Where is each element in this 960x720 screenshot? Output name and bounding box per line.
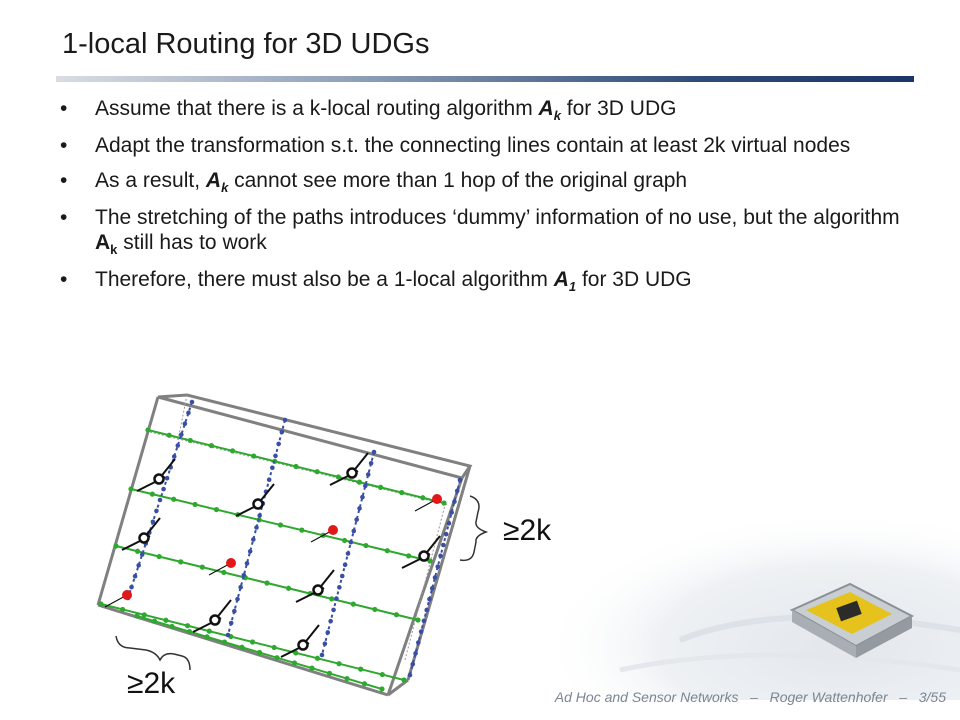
virtual-node-green [250, 639, 255, 644]
bullet-text: Therefore, there must also be a 1-local algorithm [95, 268, 554, 291]
sensor-node-photo [560, 520, 960, 700]
virtual-node-green [222, 639, 227, 644]
virtual-node-blue [427, 597, 432, 602]
virtual-node-blue [357, 506, 362, 511]
virtual-node-green [336, 474, 341, 479]
virtual-node-blue [235, 597, 240, 602]
bullet-text: As a result, [95, 169, 206, 192]
virtual-node-green [188, 438, 193, 443]
original-node [140, 534, 149, 543]
virtual-node-green [336, 661, 341, 666]
virtual-node-blue [251, 537, 256, 542]
original-node [348, 469, 357, 478]
virtual-node-blue [267, 477, 272, 482]
virtual-node-blue [229, 621, 234, 626]
virtual-node-blue [424, 608, 429, 613]
virtual-node-blue [343, 562, 348, 567]
virtual-node-green [327, 671, 332, 676]
virtual-node-green [169, 624, 174, 629]
title-divider [56, 76, 914, 82]
bullet-item [60, 205, 920, 257]
slide-title: 1-local Routing for 3D UDGs [62, 28, 430, 60]
virtual-node-blue [447, 521, 452, 526]
virtual-node-blue [433, 575, 438, 580]
virtual-node-blue [351, 529, 356, 534]
virtual-node-blue [245, 561, 250, 566]
virtual-node-green [299, 528, 304, 533]
virtual-node-green [357, 480, 362, 485]
virtual-node-blue [242, 573, 247, 578]
brace-right-icon [460, 496, 486, 560]
virtual-node-blue [280, 430, 285, 435]
label-2k-bottom: ≥2k [127, 667, 176, 700]
virtual-node-blue [136, 563, 141, 568]
virtual-node-green [150, 492, 155, 497]
virtual-node-blue [363, 484, 368, 489]
virtual-node-green [278, 522, 283, 527]
virtual-node-green [385, 548, 390, 553]
bullet-text: Assume that there is a k-local routing algorithm [95, 97, 539, 120]
virtual-node-blue [419, 629, 424, 634]
original-node [299, 641, 308, 650]
bullet-item [60, 168, 920, 195]
virtual-node-green [380, 672, 385, 677]
original-node [211, 616, 220, 625]
original-node [420, 552, 429, 561]
virtual-node-green [401, 677, 406, 682]
virtual-node-green [274, 655, 279, 660]
footer-author: Roger Wattenhofer [769, 689, 888, 705]
virtual-node-blue [452, 499, 457, 504]
virtual-node-blue [186, 411, 191, 416]
virtual-node-green [230, 448, 235, 453]
virtual-node-blue [154, 509, 159, 514]
virtual-node-blue [248, 549, 253, 554]
virtual-node-blue [328, 619, 333, 624]
bullet-item [60, 96, 920, 123]
virtual-node-green [98, 601, 103, 606]
virtual-node-green [145, 427, 150, 432]
virtual-node-green [399, 490, 404, 495]
virtual-node-blue [372, 450, 377, 455]
virtual-node-blue [369, 461, 374, 466]
virtual-node-blue [172, 454, 177, 459]
virtual-node-blue [158, 498, 163, 503]
virtual-node-blue [422, 619, 427, 624]
virtual-node-green [135, 549, 140, 554]
virtual-node-green [167, 433, 172, 438]
virtual-node-green [192, 502, 197, 507]
slide-footer [555, 689, 946, 705]
virtual-node-green [157, 554, 162, 559]
virtual-node-green [128, 486, 133, 491]
virtual-node-green [286, 586, 291, 591]
virtual-node-blue [133, 574, 138, 579]
virtual-node-blue [444, 532, 449, 537]
virtual-node-green [209, 443, 214, 448]
virtual-node-blue [190, 400, 195, 405]
algorithm-subscript: 1 [568, 279, 577, 294]
virtual-node-blue [441, 543, 446, 548]
virtual-node-green [204, 634, 209, 639]
virtual-node-blue [366, 472, 371, 477]
virtual-node-green [351, 602, 356, 607]
original-node [254, 500, 263, 509]
virtual-node-blue [179, 432, 184, 437]
virtual-node-blue [276, 442, 281, 447]
virtual-node-green [200, 565, 205, 570]
virtual-node-green [315, 469, 320, 474]
footer-separator: – [899, 689, 908, 705]
virtual-node-blue [435, 564, 440, 569]
bullet-item [60, 133, 920, 158]
virtual-node-green [134, 613, 139, 618]
virtual-node-green [363, 543, 368, 548]
virtual-node-blue [331, 608, 336, 613]
algorithm-subscript: k [553, 108, 561, 123]
red-node [226, 558, 236, 568]
virtual-node-green [406, 553, 411, 558]
virtual-node-blue [140, 552, 145, 557]
virtual-node-blue [413, 651, 418, 656]
bullet-marker: • [60, 206, 68, 229]
transformation-diagram [0, 380, 560, 700]
footer-separator: – [750, 689, 758, 705]
virtual-node-green [178, 559, 183, 564]
virtual-node-green [309, 666, 314, 671]
virtual-node-blue [455, 489, 460, 494]
virtual-node-green [420, 495, 425, 500]
virtual-node-green [257, 650, 262, 655]
virtual-node-green [113, 543, 118, 548]
virtual-node-green [163, 618, 168, 623]
virtual-node-blue [458, 478, 463, 483]
bullet-text: for 3D UDG [576, 268, 692, 291]
bullet-list [60, 96, 920, 304]
virtual-node-green [358, 667, 363, 672]
virtual-node-green [120, 607, 125, 612]
virtual-node-green [239, 645, 244, 650]
bullet-marker: • [60, 169, 68, 192]
virtual-node-blue [254, 525, 259, 530]
virtual-node-blue [165, 476, 170, 481]
box-top-face [158, 395, 470, 478]
virtual-node-blue [354, 517, 359, 522]
box-hidden-edge [405, 505, 445, 660]
virtual-node-green [152, 619, 157, 624]
footer-page: 3/55 [918, 689, 946, 705]
virtual-node-blue [340, 574, 345, 579]
bullet-text: Adapt the transformation s.t. the connecting lines contain at least 2k virtual nodes [95, 134, 851, 157]
original-node [314, 586, 323, 595]
virtual-node-blue [283, 418, 288, 423]
bullet-text: The stretching of the paths introduces ‘dummy’ information of no use, but the algorithm [95, 206, 900, 229]
virtual-node-green [415, 617, 420, 622]
virtual-node-green [293, 464, 298, 469]
virtual-node-blue [238, 585, 243, 590]
bullet-item [60, 267, 920, 294]
bullet-text: still has to work [117, 231, 267, 254]
virtual-node-blue [323, 641, 328, 646]
virtual-node-green [207, 629, 212, 634]
virtual-node-green [344, 676, 349, 681]
virtual-node-blue [360, 495, 365, 500]
virtual-node-blue [349, 540, 354, 545]
virtual-node-green [185, 623, 190, 628]
virtual-node-green [379, 686, 384, 691]
virtual-node-blue [438, 554, 443, 559]
virtual-node-blue [325, 630, 330, 635]
algorithm-symbol: A [553, 268, 569, 291]
virtual-node-blue [408, 673, 413, 678]
bullet-marker: • [60, 268, 68, 291]
virtual-node-blue [449, 510, 454, 515]
virtual-node-green [441, 500, 446, 505]
virtual-node-blue [183, 421, 188, 426]
original-node [155, 475, 164, 484]
algorithm-symbol: A [95, 231, 111, 254]
algorithm-symbol: A [538, 97, 554, 120]
virtual-node-blue [232, 609, 237, 614]
virtual-node-green [221, 570, 226, 575]
virtual-node-green [251, 453, 256, 458]
virtual-node-green [214, 507, 219, 512]
virtual-node-blue [273, 454, 278, 459]
bullet-text: cannot see more than 1 hop of the original graph [228, 169, 688, 192]
virtual-node-blue [175, 443, 180, 448]
algorithm-symbol: A [205, 169, 222, 192]
virtual-node-green [264, 580, 269, 585]
red-node [432, 494, 442, 504]
algorithm-subscript: k [110, 242, 118, 257]
virtual-node-blue [129, 585, 134, 590]
virtual-node-green [171, 497, 176, 502]
virtual-node-green [362, 681, 367, 686]
footer-course: Ad Hoc and Sensor Networks [554, 689, 739, 705]
label-2k-right: ≥2k [503, 514, 552, 547]
virtual-node-blue [161, 487, 166, 492]
virtual-node-blue [410, 662, 415, 667]
virtual-node-blue [337, 585, 342, 590]
bullet-text: for 3D UDG [560, 97, 677, 120]
virtual-node-blue [257, 513, 262, 518]
bullet-marker: • [60, 97, 68, 120]
virtual-node-green [315, 656, 320, 661]
virtual-node-blue [320, 653, 325, 658]
virtual-node-blue [346, 551, 351, 556]
algorithm-subscript: k [221, 180, 229, 195]
virtual-node-green [372, 607, 377, 612]
virtual-node-blue [430, 586, 435, 591]
brace-bottom-icon [116, 636, 190, 670]
virtual-node-green [394, 612, 399, 617]
red-node [328, 525, 338, 535]
virtual-node-green [187, 629, 192, 634]
red-node [122, 590, 132, 600]
virtual-node-blue [334, 596, 339, 601]
virtual-node-blue [416, 640, 421, 645]
virtual-node-green [292, 660, 297, 665]
virtual-node-green [342, 538, 347, 543]
virtual-node-blue [270, 465, 275, 470]
bullet-marker: • [60, 134, 68, 157]
virtual-node-blue [226, 633, 231, 638]
virtual-node-green [329, 596, 334, 601]
virtual-node-green [378, 485, 383, 490]
virtual-node-green [272, 645, 277, 650]
